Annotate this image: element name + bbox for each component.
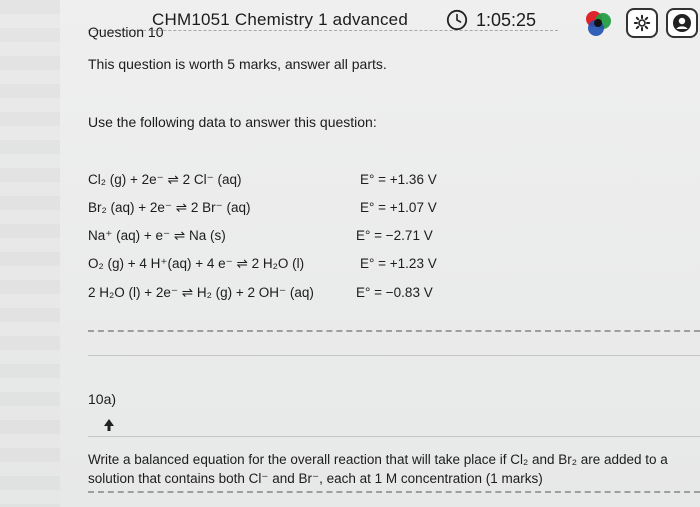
part-label: 10a)	[88, 391, 117, 407]
half-reaction: Cl₂ (g) + 2e⁻ ⇌ 2 Cl⁻ (aq)	[88, 172, 242, 187]
avatar-icon	[672, 13, 692, 33]
question-prompt: Write a balanced equation for the overall reaction that will take place if Cl₂ and Br₂ are added to a solution that contains both Cl⁻ and Br⁻, each at 1 M concentration (1 marks)	[88, 452, 668, 486]
half-reaction: O₂ (g) + 4 H⁺(aq) + 4 e⁻ ⇌ 2 H₂O (l)	[88, 256, 305, 271]
gear-icon	[633, 14, 651, 32]
timer-text: 1:05:25	[476, 9, 537, 30]
clock-icon	[446, 9, 468, 31]
section-divider	[88, 436, 700, 437]
question-label: Question 10	[88, 24, 164, 40]
half-reaction-row	[88, 256, 448, 276]
watermark-strip	[0, 0, 60, 507]
top-bar	[0, 0, 700, 42]
half-reaction-row	[88, 172, 448, 192]
standard-potential: E° = −0.83 V	[356, 285, 433, 300]
section-divider	[88, 330, 700, 332]
standard-potential: E° = −2.71 V	[356, 228, 433, 243]
account-button[interactable]	[666, 8, 698, 38]
mouse-cursor-icon	[103, 418, 115, 432]
app-title: CHM1051 Chemistry 1 advanced	[152, 10, 408, 29]
half-reaction-row	[88, 285, 448, 305]
half-reaction-row	[88, 228, 448, 248]
data-instruction: Use the following data to answer this question:	[88, 114, 377, 130]
half-reaction: Na⁺ (aq) + e⁻ ⇌ Na (s)	[88, 228, 226, 243]
marks-info: This question is worth 5 marks, answer all parts.	[88, 56, 387, 72]
settings-button[interactable]	[626, 8, 658, 38]
half-reaction: 2 H₂O (l) + 2e⁻ ⇌ H₂ (g) + 2 OH⁻ (aq)	[88, 285, 314, 300]
standard-potential: E° = +1.36 V	[360, 172, 437, 187]
standard-potential: E° = +1.07 V	[360, 200, 437, 215]
standard-potential: E° = +1.23 V	[360, 256, 437, 271]
section-divider	[88, 355, 700, 356]
half-reaction: Br₂ (aq) + 2e⁻ ⇌ 2 Br⁻ (aq)	[88, 200, 251, 215]
section-divider	[88, 491, 700, 493]
half-reaction-row	[88, 200, 448, 220]
timer	[446, 9, 536, 31]
logo-icon	[584, 9, 612, 37]
